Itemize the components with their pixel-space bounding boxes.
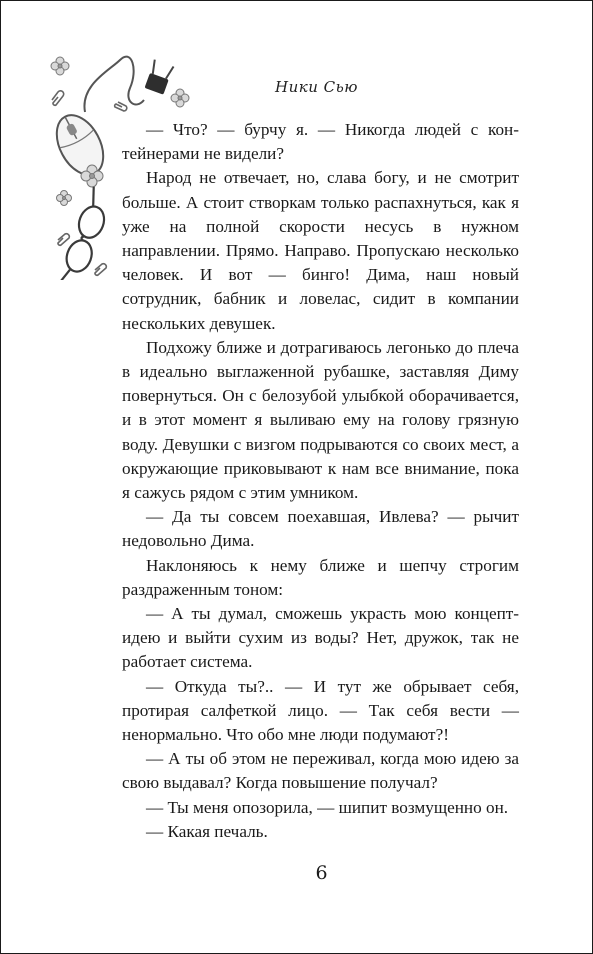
paragraph: — Какая печаль. [146,821,268,841]
paragraph: — А ты думал, сможешь украсть мою концепт-идею и выйти сухим из воды? Нет, дружок, так не работает система. [122,604,519,672]
body-text [122,118,519,844]
paragraph: — Что? — бурчу я. — Никогда людей с контейнерами не видели? [122,120,519,164]
paragraph: Народ не отвечает, но, слава богу, и не смотрит больше. А стоит створкам только распахнуться, как я уже на полной скорости несусь в нужном направлении. Прямо. Направо. Пропускаю несколько человек. И вот — бинго! Дима, наш новый сотрудник, бабник и ловелас, сидит в компании нескольких девушек. [122,168,519,333]
paragraph: — Откуда ты?.. — И тут же обрывает себя, протирая салфеткой лицо. — Так себя вести — ненормально. Что обо мне люди подумают?! [122,676,519,745]
computer-mouse-icon [47,107,112,182]
paragraph: — Да ты совсем поехавшая, Ивлева? — рычит недовольно Дима. [122,507,519,551]
paragraph: Подхожу ближе и дотрагиваюсь легонько до плеча в идеально выглаженной рубашке, заставляя Диму повернуться. Он с белозубой улыбкой оборачивается, и в этот момент я выливаю ему на голову грязную воду. Девушки с визгом подрываются со своих мест, а окружающие приковывают к нам все внимание, пока я сажусь рядом с этим умником. [122,337,519,503]
running-head-author: Ники Сью [275,78,358,96]
paragraph: — А ты об этом не переживал, когда мою идею за свою выдавал? Когда повышение получал? [122,749,519,793]
paragraph: — Ты меня опозорила, — шипит возмущенно он. [146,797,509,817]
page-number: 6 [315,862,328,884]
paragraph: Наклоняюсь к нему ближе и шепчу строгим раздраженным тоном: [122,555,519,599]
